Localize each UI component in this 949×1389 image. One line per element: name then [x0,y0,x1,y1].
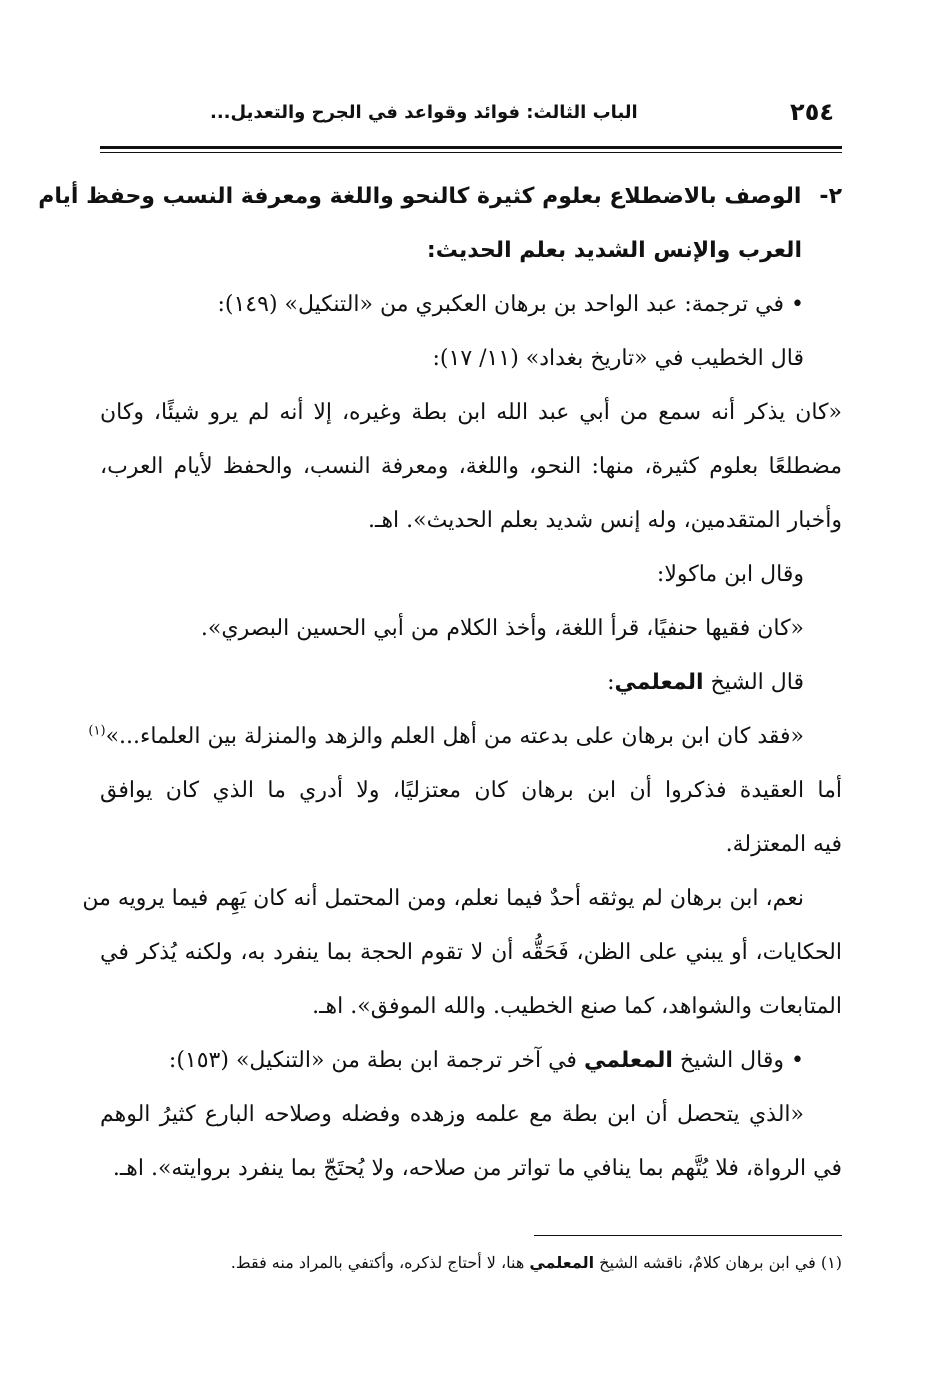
chapter-title: الباب الثالث: فوائد وقواعد في الجرح والتعديل... [210,102,638,123]
footnote-separator [534,1235,842,1236]
footnote-pre: في ابن برهان كلامٌ، ناقشه الشيخ [599,1253,816,1272]
paragraph-8-line-1: أما العقيدة فذكروا أن ابن برهان كان معتزليًا، ولا أدري ما الذي كان يوافق [100,778,842,803]
paragraph-2: قال الخطيب في «تاريخ بغداد» (١١/ ١٧): [432,346,804,371]
paragraph-7-text: «فقد كان ابن برهان على بدعته من أهل العلم والزهد والمنزلة بين العلماء...» [105,724,804,749]
paragraph-4: وقال ابن ماكولا: [656,562,804,587]
header-rule-thin [100,152,842,153]
paragraph-1-text: في ترجمة: عبد الواحد بن برهان العكبري من «التنكيل» (١٤٩): [217,292,785,317]
scholar-name-2: المعلمي [583,1048,673,1073]
footnote [100,1248,842,1278]
paragraph-3-line-2: مضطلعًا بعلوم كثيرة، منها: النحو، واللغة، ومعرفة النسب، والحفظ لأيام العرب، [100,454,842,479]
paragraph-9-line-2: الحكايات، أو يبني على الظن، فَحَقُّه أن لا تقوم الحجة بما ينفرد به، ولكنه يُذكر في [100,940,842,965]
scholar-name: المعلمي [614,670,704,695]
paragraph-10-pre: وقال الشيخ [679,1048,785,1073]
paragraph-6 [100,656,842,710]
paragraph-10 [100,1034,842,1088]
section-number: ٢- [819,184,842,209]
paragraph-8-line-2: فيه المعتزلة. [725,832,842,857]
paragraph-5: «كان فقيها حنفيًا، قرأ اللغة، وأخذ الكلام من أبي الحسين البصري». [200,616,804,641]
footnote-reference[interactable]: (١) [88,723,106,739]
paragraph-7 [88,710,842,764]
section-heading-line-1 [38,170,842,224]
paragraph-1 [100,278,842,332]
paragraph-9-line-1: نعم، ابن برهان لم يوثقه أحدٌ فيما نعلم، ومن المحتمل أنه كان يَهِم فيما يرويه من [82,886,804,911]
footnote-scholar-name: المعلمي [529,1253,595,1272]
paragraph-10-post: في آخر ترجمة ابن بطة من «التنكيل» (١٥٣): [168,1048,577,1073]
section-heading-line-2: العرب والإنس الشديد بعلم الحديث: [426,238,802,263]
paragraph-11-line-2: في الرواة، فلا يُتَّهم بما ينافي ما تواتر من صلاحه، ولا يُحتَجّ بما ينفرد بروايته». اهـ. [112,1156,842,1181]
bullet-1: • [791,292,804,317]
footnote-marker: (١) [820,1253,842,1272]
running-header [100,96,840,136]
paragraph-3-line-1: «كان يذكر أنه سمع من أبي عبد الله ابن بطة وغيره، إلا أنه لم يرو شيئًا، وكان [100,400,842,425]
paragraph-6-post: : [607,670,615,695]
section-heading-text-1: الوصف بالاضطلاع بعلوم كثيرة كالنحو واللغة ومعرفة النسب وحفظ أيام [38,184,802,209]
header-rule-thick [100,146,842,149]
paragraph-3-line-3: وأخبار المتقدمين، وله إنس شديد بعلم الحديث». اهـ. [368,508,842,533]
page-number: ٢٥٤ [790,98,834,126]
paragraph-11-line-1: «الذي يتحصل أن ابن بطة مع علمه وزهده وفضله وصلاحه البارع كثيرُ الوهم [100,1102,804,1127]
paragraph-6-pre: قال الشيخ [710,670,804,695]
main-text [38,170,842,1196]
paragraph-9-line-3: المتابعات والشواهد، كما صنع الخطيب. والله الموفق». اهـ. [312,994,842,1019]
bullet-2: • [791,1048,804,1073]
footnote-post: هنا، لا أحتاج لذكره، وأكتفي بالمراد منه فقط. [230,1253,525,1272]
